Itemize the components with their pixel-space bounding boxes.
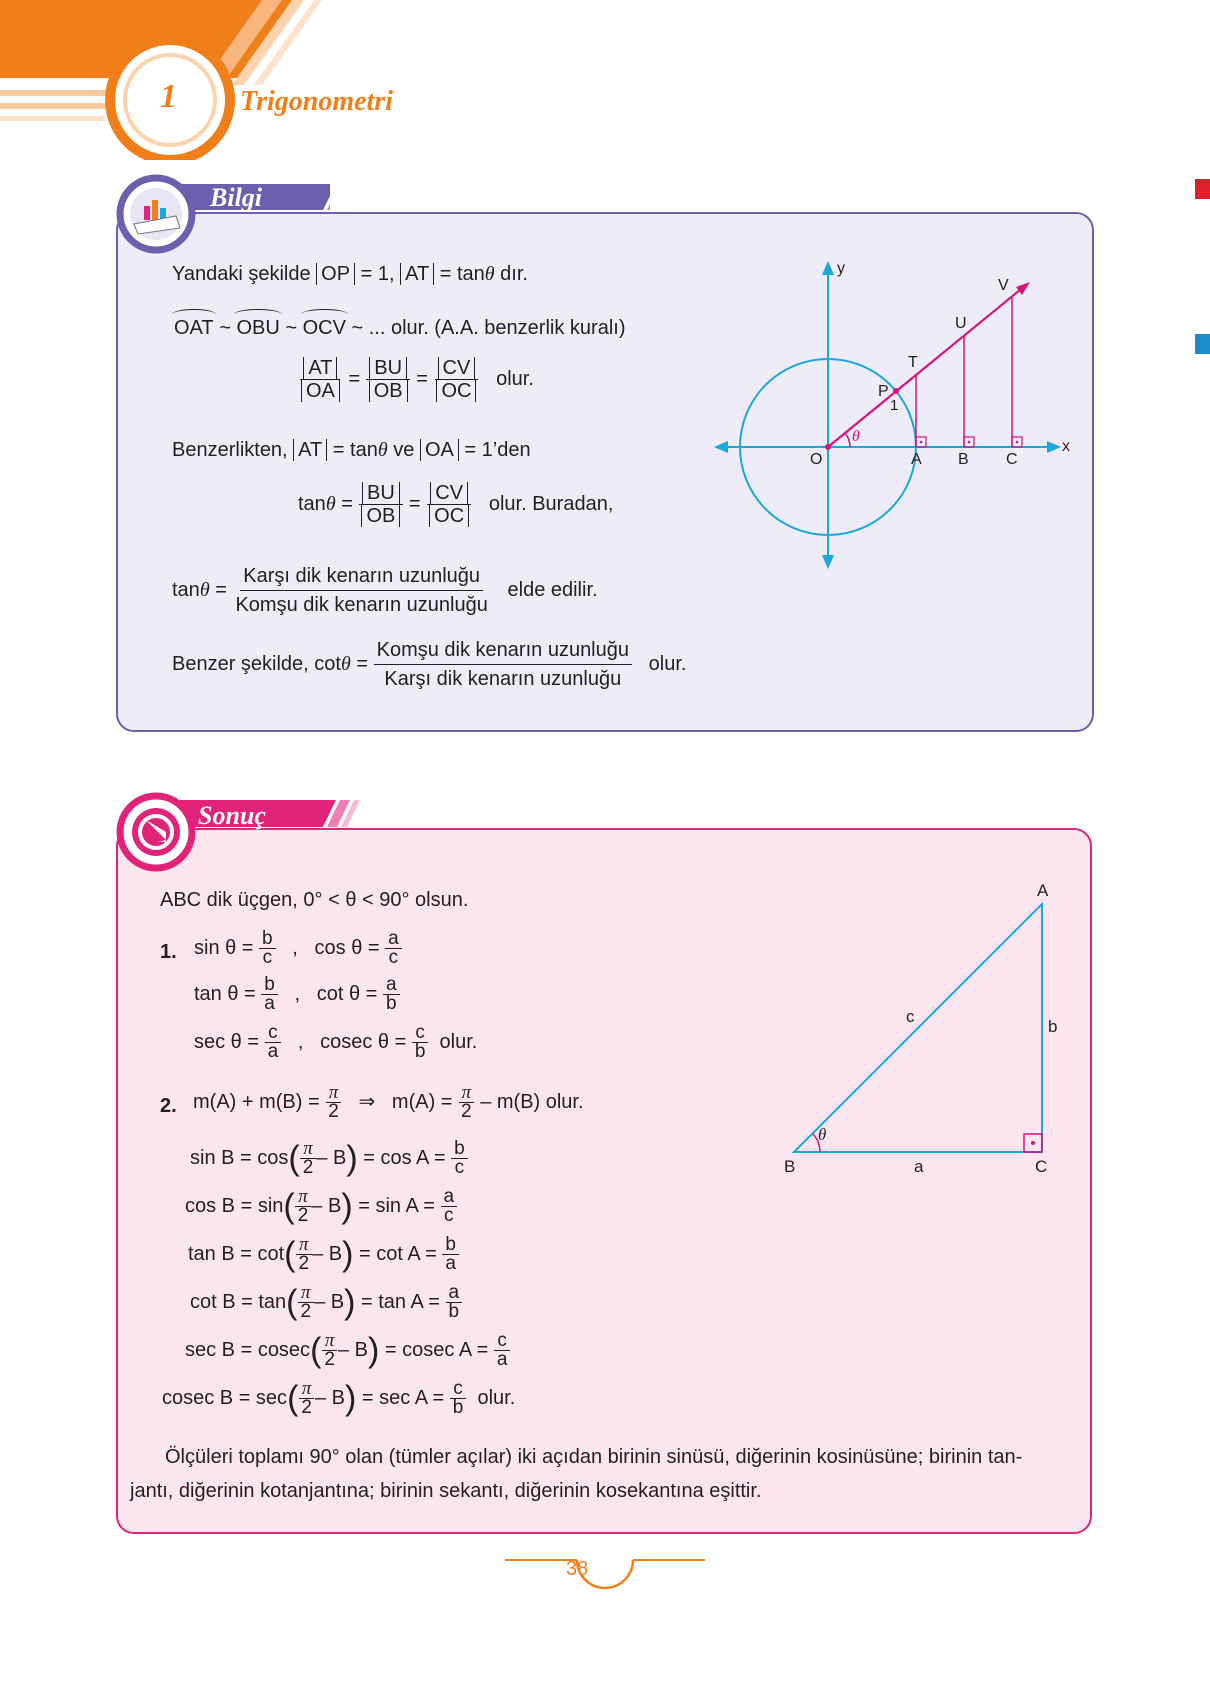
side-tab-red xyxy=(1195,179,1210,199)
bilgi-ratio-2: tanθ = $\frac{BU}{OB}$ = $\frac{CV}{OC}$ olur. Buradan, xyxy=(298,482,614,527)
label-one: 1 xyxy=(890,397,899,414)
bilgi-label: Bilgi xyxy=(210,183,263,212)
label-u: U xyxy=(955,315,967,332)
item2-equation: m(A) + m(B) = $\frac{\pi}{2}$ ⇒ m(A) = $\frac{\pi}{2}$ – m(B) olur. xyxy=(193,1082,584,1122)
vertex-a-label: A xyxy=(1037,881,1049,900)
label-b: B xyxy=(958,451,969,468)
chapter-title: Trigonometri xyxy=(240,86,393,117)
bilgi-line-1: Yandaki şekilde OP = 1, AT = tanθ dır. xyxy=(172,263,528,285)
side-tab-blue xyxy=(1195,334,1210,354)
identity-row: sec B = cosec( $\frac{\pi}{2}$ – B) = cosec A = $\frac{c}{a}$ xyxy=(185,1332,522,1369)
item2-number: 2. xyxy=(160,1095,177,1117)
bilgi-ratio-1: $\frac{AT}{OA}$ = $\frac{BU}{OB}$ = $\frac{CV}{OC}$ olur. xyxy=(298,357,534,402)
right-triangle-figure xyxy=(780,880,1080,1180)
page-number: 38 xyxy=(566,1558,589,1580)
identity-row: cos B = sin( $\frac{\pi}{2}$ – B) = sin A = $\frac{a}{c}$ xyxy=(185,1188,468,1225)
y-axis-label: y xyxy=(837,260,845,277)
vertex-c-label: C xyxy=(1035,1157,1048,1176)
item1-row3: sec θ = $\frac{c}{a}$ , cosec θ = $\frac{c}{b}$ olur. xyxy=(194,1022,478,1062)
bilgi-line-2: OAT ~ OBU ~ OCV ~ ... olur. (A.A. benzerlik kuralı) xyxy=(174,317,626,339)
identity-row: cosec B = sec( $\frac{\pi}{2}$ – B) = sec A = $\frac{c}{b}$ olur. xyxy=(162,1378,516,1418)
label-t: T xyxy=(908,354,918,371)
identity-row: sin B = cos( $\frac{\pi}{2}$ – B) = cos A = $\frac{b}{c}$ xyxy=(190,1140,479,1177)
page-number-decoration xyxy=(505,1556,705,1604)
label-o: O xyxy=(810,451,823,468)
identity-row: cot B = tan( $\frac{\pi}{2}$ – B) = tan A = $\frac{a}{b}$ xyxy=(190,1284,473,1321)
vertex-b-label: B xyxy=(784,1157,796,1176)
angle-theta-label: θ xyxy=(818,1125,827,1144)
x-axis-label: x xyxy=(1062,438,1070,455)
sonuc-intro: ABC dik üçgen, 0° < θ < 90° olsun. xyxy=(160,889,469,911)
identity-row: tan B = cot( $\frac{\pi}{2}$ – B) = cot A = $\frac{b}{a}$ xyxy=(188,1236,470,1273)
label-p: P xyxy=(878,383,889,400)
chapter-number: 1 xyxy=(160,78,177,115)
label-a: A xyxy=(911,451,922,468)
bilgi-line-3: Benzerlikten, AT = tanθ ve OA = 1’den xyxy=(172,439,531,461)
item1-row1: sin θ = $\frac{b}{c}$ , cos θ = $\frac{a}{c}$ xyxy=(194,930,402,967)
header-decoration xyxy=(0,0,420,160)
label-theta: θ xyxy=(852,428,860,445)
label-c: C xyxy=(1006,451,1018,468)
label-v: V xyxy=(998,277,1009,294)
sonuc-paragraph-line-1: Ölçüleri toplamı 90° olan (tümler açılar) iki açıdan birinin sinüsü, diğerinin kosinüsüne; birinin tan- xyxy=(165,1446,1023,1468)
item1-row2: tan θ = $\frac{b}{a}$ , cot θ = $\frac{a}{b}$ xyxy=(194,976,400,1013)
item1-number: 1. xyxy=(160,941,177,963)
sonuc-paragraph-line-2: jantı, diğerinin kotanjantına; birinin sekantı, diğerinin kosekantına eşittir. xyxy=(130,1480,762,1502)
sonuc-label: Sonuç xyxy=(198,801,266,830)
unit-circle-figure xyxy=(700,255,1080,575)
side-b-label: b xyxy=(1048,1017,1058,1036)
side-a-label: a xyxy=(914,1157,924,1176)
side-c-label: c xyxy=(906,1007,915,1026)
bilgi-tan-definition: tanθ = $\frac{\text{Karşı dik kenarın uzunluğu}}{\text{Komşu dik kenarın uzunluğu}}$ elde edilir. xyxy=(172,562,598,619)
bilgi-cot-definition: Benzer şekilde, cotθ = $\frac{\text{Komşu dik kenarın uzunluğu}}{\text{Karşı dik kenarın uzunluğu}}$ olur. xyxy=(172,636,686,693)
